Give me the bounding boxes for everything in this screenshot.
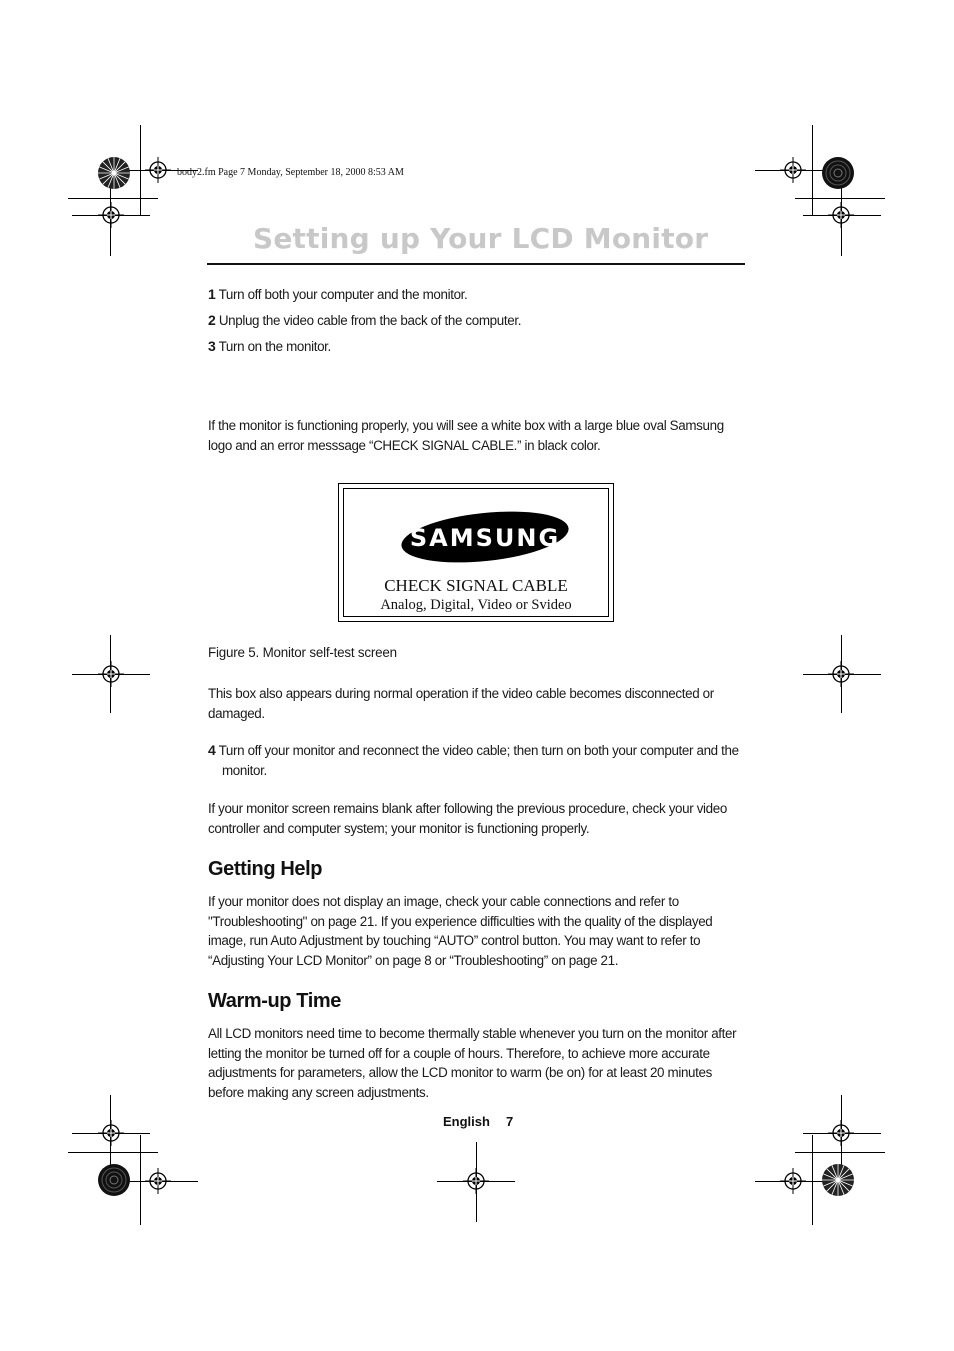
registration-mark-icon <box>145 1168 171 1194</box>
step-text: Turn on the monitor. <box>218 339 331 354</box>
samsung-logo <box>400 510 570 564</box>
samsung-logo-text: SAMSUNG <box>409 524 561 552</box>
paragraph-functioning: If the monitor is functioning properly, you will see a white box with a large blue oval Samsung logo and an error messsage “CHECK SIGNAL CABLE.” in black color. <box>208 418 724 453</box>
registration-mark-icon <box>828 202 854 228</box>
getting-help-text: If your monitor does not display an image, check your cable connections and refer to "Troubleshooting" on page 21. If you experience difficulties with the quality of the displayed image, run Auto Adjustment by touching “AUTO” control button. You may want to refer to “Adjusting Your LCD Monitor” on page 8 or “Troubleshooting” on page 21. <box>208 894 713 968</box>
step-text: Unplug the video cable from the back of the computer. <box>218 313 522 328</box>
self-test-figure <box>338 483 614 622</box>
signal-types-text: Analog, Digital, Video or Svideo <box>380 597 572 613</box>
figure-caption: Figure 5. Monitor self-test screen <box>208 645 397 660</box>
file-header-note: body2.fm Page 7 Monday, September 18, 2000 8:53 AM <box>177 167 404 178</box>
registration-mark-icon <box>145 157 171 183</box>
registration-mark-icon <box>828 661 854 687</box>
step-item <box>208 337 748 357</box>
step-item <box>208 311 748 331</box>
paragraph-box-appears: This box also appears during normal operation if the video cable becomes disconnected or damaged. <box>208 686 714 721</box>
registration-mark-icon <box>780 157 806 183</box>
step-item <box>208 285 748 305</box>
self-test-figure-inner <box>343 488 609 617</box>
warmup-heading: Warm-up Time <box>208 990 341 1012</box>
step-text: Turn off your monitor and reconnect the video cable; then turn on both your computer and the monitor. <box>218 743 739 778</box>
step-number: 3 <box>208 338 216 354</box>
paragraph-blank-screen: If your monitor screen remains blank after following the previous procedure, check your video controller and computer system; your monitor is functioning properly. <box>208 801 727 836</box>
check-signal-cable-text: CHECK SIGNAL CABLE <box>384 576 568 595</box>
starburst-icon <box>821 1163 855 1197</box>
step-text: Turn off both your computer and the monitor. <box>218 287 468 302</box>
rosette-icon <box>821 156 855 190</box>
registration-mark-icon <box>828 1120 854 1146</box>
warmup-text: All LCD monitors need time to become thermally stable whenever you turn on the monitor after letting the monitor be turned off for a couple of hours. Therefore, to achieve more accurate adjustments for parameters, allow the LCD monitor to warm (be on) for at least 20 minutes before making any screen adjustments. <box>208 1026 737 1100</box>
registration-mark-icon <box>463 1168 489 1194</box>
page-number: 7 <box>505 1114 514 1129</box>
title-rule <box>207 263 745 265</box>
starburst-icon <box>97 156 131 190</box>
step-number: 1 <box>208 286 216 302</box>
page-footer <box>443 1114 513 1129</box>
footer-language: English <box>443 1114 490 1129</box>
registration-mark-icon <box>98 202 124 228</box>
registration-mark-icon <box>98 661 124 687</box>
step-item <box>208 741 752 780</box>
getting-help-heading: Getting Help <box>208 858 323 880</box>
registration-mark-icon <box>98 1120 124 1146</box>
step-number: 2 <box>208 312 216 328</box>
rosette-icon <box>97 1163 131 1197</box>
step-number: 4 <box>208 742 216 758</box>
registration-mark-icon <box>780 1168 806 1194</box>
page-title: Setting up Your LCD Monitor <box>253 222 709 255</box>
